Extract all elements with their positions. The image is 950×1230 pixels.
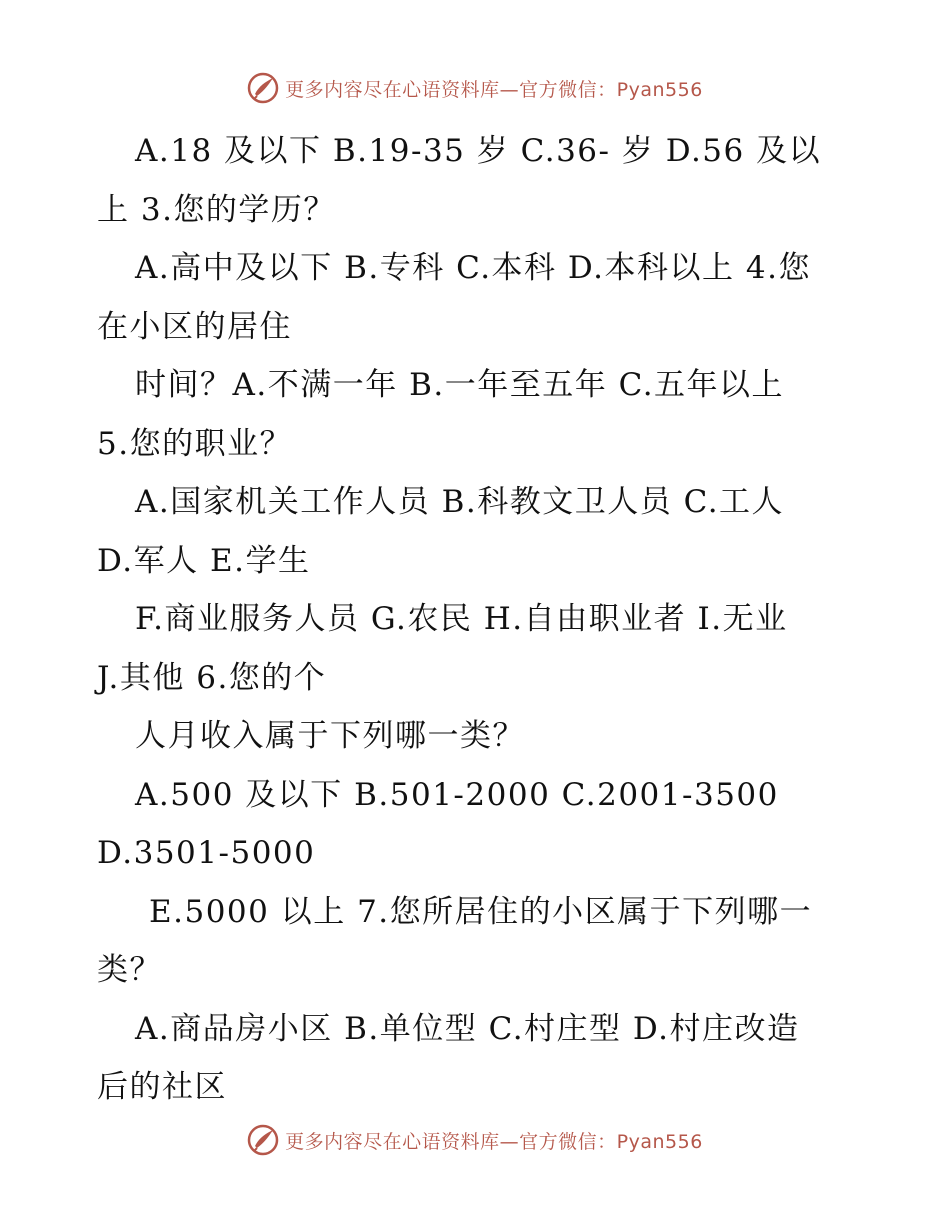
text-line: A.商品房小区 B.单位型 C.村庄型 D.村庄改造	[135, 1010, 800, 1047]
text-line: D.军人 E.学生	[97, 542, 311, 579]
text-line: A.高中及以下 B.专科 C.本科 D.本科以上 4.您	[135, 250, 811, 286]
text-line: 上 3.您的学历？	[97, 191, 336, 228]
banner-text: 更多内容尽在心语资料库—官方微信：Pyan556	[285, 1130, 703, 1153]
text-line: 在小区的居住	[97, 308, 292, 345]
text-line: D.3501-5000	[97, 835, 316, 871]
text-line: 时间？A.不满一年 B.一年至五年 C.五年以上	[135, 367, 785, 403]
text-line: 类？	[97, 952, 162, 988]
text-line: A.18 及以下 B.19-35 岁 C.36- 岁 D.56 及以	[135, 133, 822, 169]
banner-text: 更多内容尽在心语资料库—官方微信：Pyan556	[285, 78, 703, 101]
text-line: A.500 及以下 B.501-2000 C.2001-3500	[135, 776, 779, 813]
text-line: 5.您的职业？	[97, 425, 293, 462]
quill-logo-icon	[247, 1124, 279, 1156]
text-line: F.商业服务人员 G.农民 H.自由职业者 I.无业	[135, 601, 788, 637]
document-body	[97, 122, 857, 1117]
text-line: J.其他 6.您的个	[97, 659, 327, 696]
text-line: 人月收入属于下列哪一类？	[135, 718, 525, 754]
text-line: E.5000 以上 7.您所居住的小区属于下列哪一	[149, 893, 813, 930]
text-line: 后的社区	[97, 1069, 227, 1105]
quill-logo-icon	[247, 72, 279, 104]
header-banner	[0, 72, 950, 104]
text-line: A.国家机关工作人员 B.科教文卫人员 C.工人	[135, 484, 785, 520]
footer-banner	[0, 1124, 950, 1156]
